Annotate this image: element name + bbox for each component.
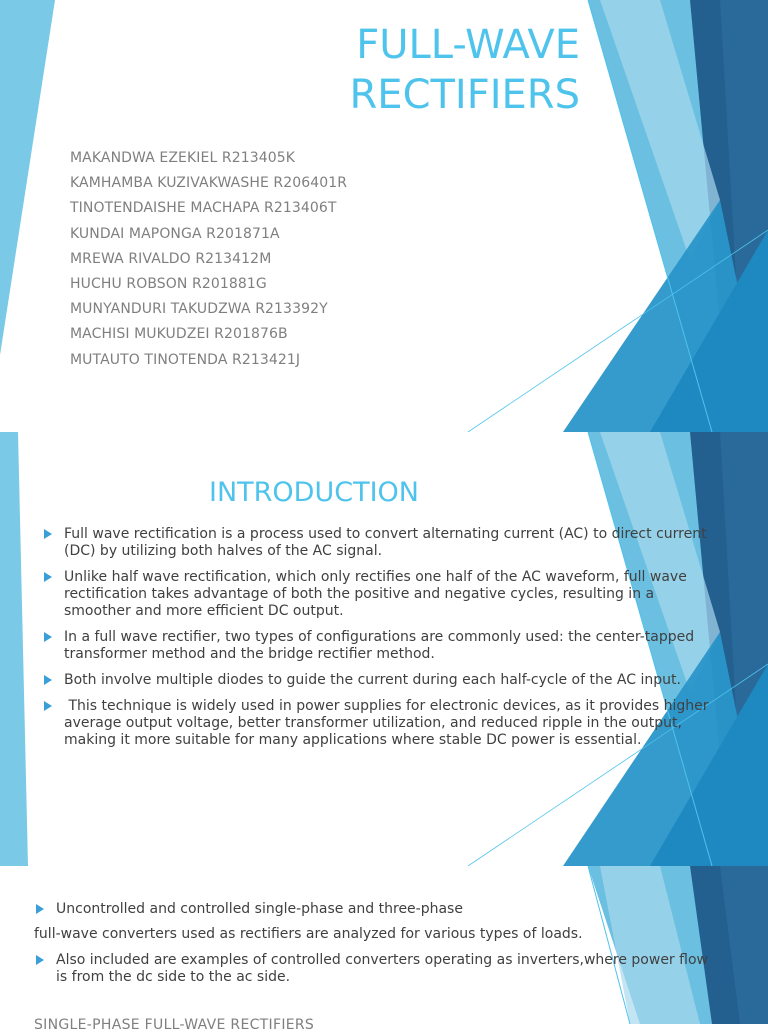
list-item — [44, 629, 714, 663]
list-item — [44, 698, 714, 750]
member-name: TINOTENDAISHE MACHAPA R213406T — [70, 200, 337, 217]
converters-text-line: full-wave converters used as rectifiers are analyzed for various types of loads. — [34, 926, 583, 942]
bullet-text: This technique is widely used in power supplies for electronic devices, as it provides higher average output voltage, better transformer utilization, and reduced ripple in the output, making it more suitable for many applications where stable DC power is essential. — [64, 697, 713, 749]
group-members-list — [70, 146, 347, 373]
title-line-2: RECTIFIERS — [349, 72, 580, 118]
bullet-arrow-icon — [44, 701, 52, 711]
bullet-arrow-icon — [36, 955, 44, 965]
list-item — [36, 952, 716, 986]
slide-title — [0, 0, 768, 432]
list-item — [36, 901, 716, 918]
converters-bullet-2 — [36, 952, 716, 995]
converters-bullet-1 — [36, 901, 716, 927]
bullet-text: In a full wave rectifier, two types of configurations are commonly used: the center-tapped transformer method and the bridge rectifier method. — [64, 629, 695, 663]
intro-bullet-list — [44, 526, 714, 758]
member-name: KUNDAI MAPONGA R201871A — [70, 225, 280, 242]
bullet-arrow-icon — [44, 529, 52, 539]
bullet-arrow-icon — [44, 632, 52, 642]
bullet-text: Full wave rectification is a process used to convert alternating current (AC) to direct current (DC) by utilizing both halves of the AC signal. — [64, 526, 707, 560]
list-item — [44, 569, 714, 621]
bullet-text: Uncontrolled and controlled single-phase and three-phase — [56, 901, 463, 917]
bullet-arrow-icon — [44, 675, 52, 685]
next-section-heading: SINGLE-PHASE FULL-WAVE RECTIFIERS — [34, 1017, 315, 1033]
section-title: INTRODUCTION — [209, 477, 419, 508]
bullet-arrow-icon — [36, 904, 44, 914]
title-line-1: FULL-WAVE — [356, 22, 580, 68]
presentation-title — [350, 20, 581, 120]
member-name: MAKANDWA EZEKIEL R213405K — [70, 150, 296, 166]
member-name: MACHISI MUKUDZEI R201876B — [70, 326, 288, 343]
slide-converters — [0, 866, 768, 1024]
bullet-arrow-icon — [44, 572, 52, 582]
bullet-text: Also included are examples of controlled converters operating as inverters,where power flow is from the dc side to the ac side. — [56, 952, 708, 986]
list-item — [44, 526, 714, 560]
slide-decoration — [0, 866, 768, 1024]
member-name: MREWA RIVALDO R213412M — [70, 250, 272, 267]
member-name: HUCHU ROBSON R201881G — [70, 276, 267, 293]
bullet-text: Unlike half wave rectification, which only rectifies one half of the AC waveform, full wave rectification takes advantage of both the positive and negative cycles, resulting in a smoother and more efficient DC output. — [64, 568, 687, 620]
member-name: KAMHAMBA KUZIVAKWASHE R206401R — [70, 175, 348, 192]
member-name: MUNYANDURI TAKUDZWA R213392Y — [70, 301, 328, 318]
member-name: MUTAUTO TINOTENDA R213421J — [70, 351, 301, 368]
list-item — [44, 672, 714, 689]
bullet-text: Both involve multiple diodes to guide the current during each half-cycle of the AC input. — [64, 671, 681, 688]
